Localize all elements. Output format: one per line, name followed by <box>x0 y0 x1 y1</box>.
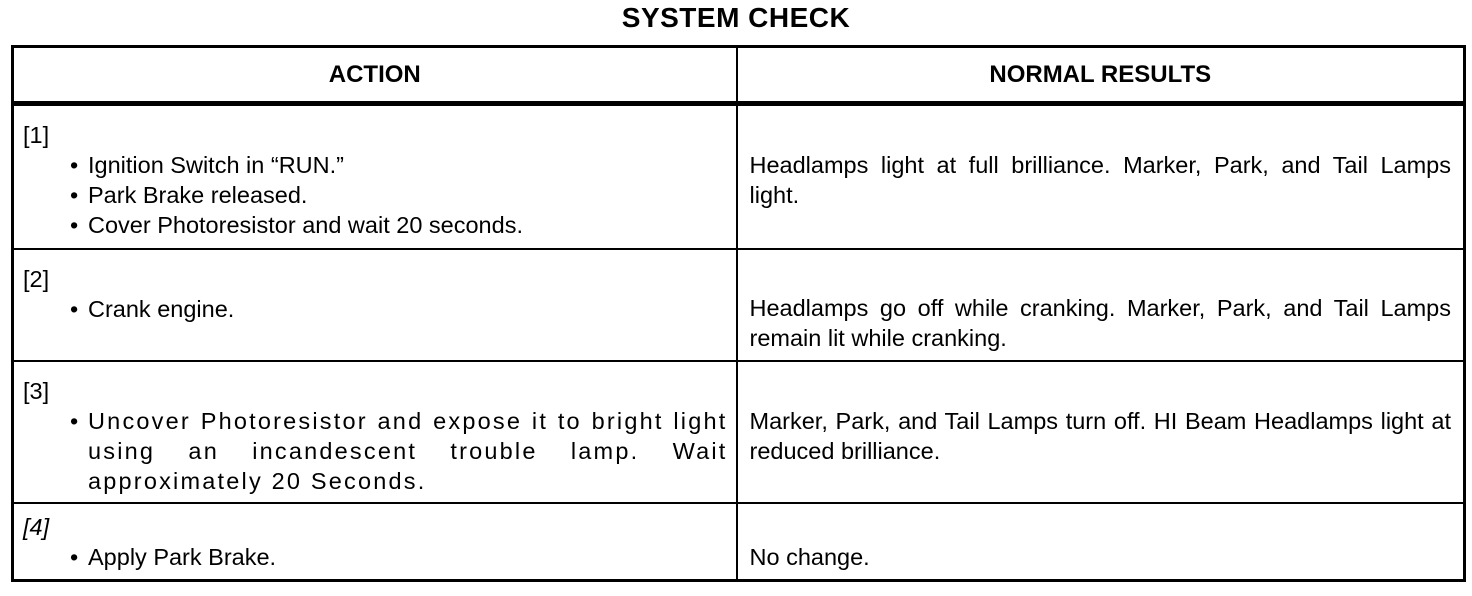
table-row <box>13 361 1465 503</box>
action-cell <box>13 104 737 249</box>
action-text: Apply Park Brake. <box>88 543 277 570</box>
action-text: Uncover Photoresistor and expose it to bright light using an incandescent trouble lamp. Wait approximately 20 Seconds. <box>88 407 728 494</box>
action-cell <box>13 249 737 361</box>
step-number: [1] <box>23 122 50 148</box>
step-number: [2] <box>23 265 50 292</box>
action-text: Ignition Switch in “RUN.” <box>88 152 344 178</box>
result-cell <box>737 503 1465 581</box>
bullet-icon: • <box>70 543 79 570</box>
action-text: Crank engine. <box>88 295 235 322</box>
system-check-table <box>11 45 1466 582</box>
bullet-icon: • <box>70 152 79 178</box>
action-text: Park Brake released. <box>88 182 308 208</box>
action-column-header: ACTION <box>13 47 737 104</box>
page-title: SYSTEM CHECK <box>621 2 851 33</box>
bullet-icon: • <box>70 407 81 434</box>
action-cell <box>13 503 737 581</box>
action-cell <box>13 361 737 503</box>
step-number: [3] <box>23 377 50 404</box>
list-item <box>66 180 728 210</box>
table-header-row <box>13 47 1465 104</box>
list-item <box>66 294 728 324</box>
list-item <box>66 406 728 496</box>
action-list <box>23 406 728 496</box>
result-cell <box>737 104 1465 249</box>
result-cell <box>737 361 1465 503</box>
result-text: Headlamps light at full brilliance. Marker, Park, and Tail Lamps light. <box>749 152 1451 208</box>
normal-results-column-header: NORMAL RESULTS <box>737 47 1465 104</box>
step-number: [4] <box>23 513 50 540</box>
table-row <box>13 249 1465 361</box>
action-list <box>23 294 728 324</box>
table-row <box>13 503 1465 581</box>
list-item <box>66 150 728 180</box>
bullet-icon: • <box>70 182 79 208</box>
action-list <box>23 542 728 572</box>
list-item <box>66 542 728 572</box>
list-item <box>66 210 728 240</box>
result-text: Headlamps go off while cranking. Marker, Park, and Tail Lamps remain lit while cranking. <box>749 294 1451 351</box>
action-list <box>23 150 728 240</box>
action-text: Cover Photoresistor and wait 20 seconds. <box>88 212 523 238</box>
table-row <box>13 104 1465 249</box>
bullet-icon: • <box>70 295 79 322</box>
result-cell <box>737 249 1465 361</box>
result-text: Marker, Park, and Tail Lamps turn off. HI Beam Headlamps light at reduced brilliance. <box>749 407 1451 464</box>
result-text: No change. <box>749 543 870 570</box>
bullet-icon: • <box>70 212 79 238</box>
